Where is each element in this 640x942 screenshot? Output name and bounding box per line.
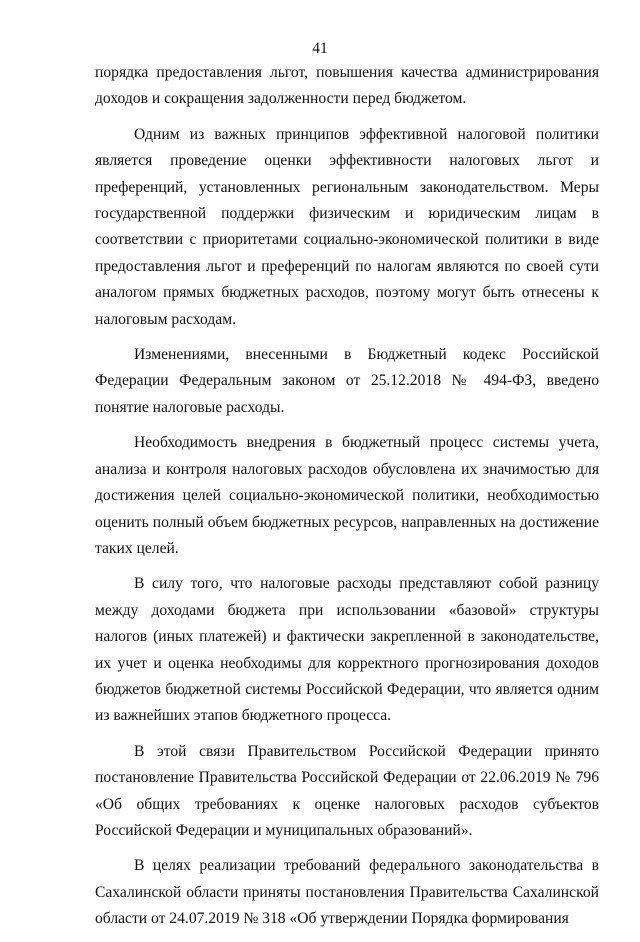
paragraph-tax-expenditure-control: Необходимость внедрения в бюджетный процесс системы учета, анализа и контроля налоговых расходов обусловлена их значимостью для достижения целей социально-экономической политики, необходимостью оценить полный объем бюджетных ресурсов, направленных на достижение таких целей.: [95, 434, 599, 557]
paragraph-tax-expenditure-assessment: В силу того, что налоговые расходы представляют собой разницу между доходами бюджета при использовании «базовой» структуры налогов (иных платежей) и фактически закрепленной в законодательстве, их учет и оценка необходимы для корректного прогнозирования доходов бюджетов бюджетной системы Российской Федерации, что является одним из важнейших этапов бюджетного процесса.: [95, 575, 599, 725]
paragraph-continuation: порядка предоставления льгот, повышения качества администрирования доходов и сокращения задолженности перед бюджетом.: [95, 64, 599, 108]
paragraph-tax-policy-principles: Одним из важных принципов эффективной налоговой политики является проведение оценки эффективности налоговых льгот и преференций, установленных региональным законодательством. Меры государственной поддержки физическим и юридическим лицам в соответствии с приоритетами социально-экономической политики в виде предоставления льгот и преференций по налогам являются по своей сути аналогом прямых бюджетных расходов, поэтому могут быть отнесены к налоговым расходам.: [95, 125, 599, 328]
page-number: 41: [312, 40, 328, 57]
paragraph-sakhalin-resolutions: В целях реализации требований федерального законодательства в Сахалинской области приняты постановления Правительства Сахалинской области от 24.07.2019 № 318 «Об утверждении Порядка формирования: [95, 857, 599, 928]
paragraph-government-resolution: В этой связи Правительством Российской Федерации принято постановление Правительства Российской Федерации от 22.06.2019 № 796 «Об общих требованиях к оценке налоговых расходов субъектов Российской Федерации и муниципальных образований».: [95, 742, 599, 839]
document-body: [95, 60, 599, 942]
paragraph-budget-code-amendments: Изменениями, внесенными в Бюджетный кодекс Российской Федерации Федеральным законом от 25.12.2018 № 494-ФЗ, введено понятие налоговые расходы.: [95, 346, 599, 416]
